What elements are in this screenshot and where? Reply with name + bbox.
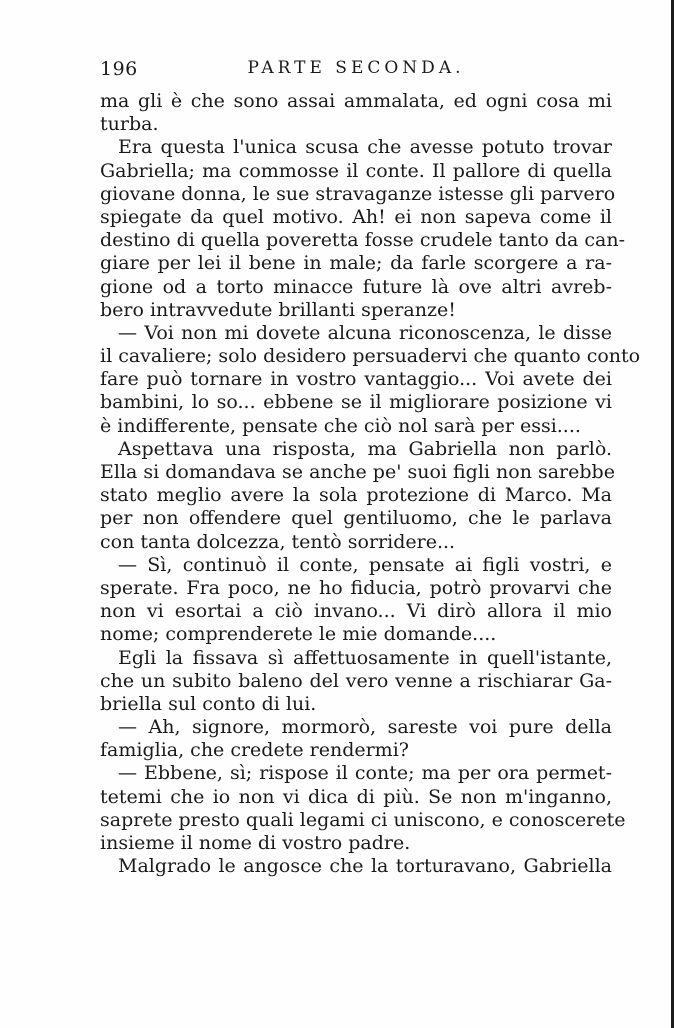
page-number: 196 bbox=[100, 58, 138, 80]
text-line: bambini, lo so... ebbene se il migliorare posizione vi bbox=[100, 391, 612, 414]
text-line: — Ebbene, sì; rispose il conte; ma per ora permet- bbox=[118, 762, 612, 785]
text-line: non vi esortai a ciò invano... Vi dirò allora il mio bbox=[100, 600, 612, 623]
text-line: Egli la fissava sì affettuosamente in quell'istante, bbox=[118, 646, 612, 669]
text-line: — Voi non mi dovete alcuna riconoscenza, le disse bbox=[118, 321, 612, 344]
text-line: Aspettava una risposta, ma Gabriella non parlò. bbox=[118, 437, 612, 460]
text-line: — Ah, signore, mormorò, sareste voi pure della bbox=[118, 716, 612, 739]
text-line: Gabriella; ma commosse il conte. Il pallore di quella bbox=[100, 159, 612, 182]
text-line: giare per lei il bene in male; da farle scorgere a ra- bbox=[100, 252, 612, 275]
text-line: turba. bbox=[100, 113, 159, 136]
text-line: per non offendere quel gentiluomo, che le parlava bbox=[100, 507, 612, 530]
text-line: briella sul conto di lui. bbox=[100, 692, 317, 715]
text-line: che un subito baleno del vero venne a rischiarar Ga- bbox=[100, 669, 612, 692]
text-line: Era questa l'unica scusa che avesse potuto trovar bbox=[118, 136, 612, 159]
text-line: famiglia, che credete rendermi? bbox=[100, 739, 409, 762]
text-line: è indifferente, pensate che ciò nol sarà per essi.... bbox=[100, 414, 581, 437]
text-line: — Sì, continuò il conte, pensate ai figli vostri, e bbox=[118, 553, 612, 576]
page-body bbox=[100, 90, 641, 878]
text-line: saprete presto quali legami ci uniscono, e conoscerete bbox=[100, 808, 626, 831]
running-head: PARTE SECONDA. bbox=[247, 58, 465, 78]
text-line: nome; comprenderete le mie domande.... bbox=[100, 623, 497, 646]
text-line: gione od a torto minacce future là ove altri avreb- bbox=[100, 275, 612, 298]
text-line: spiegate da quel motivo. Ah! ei non sapeva come il bbox=[100, 205, 612, 228]
text-line: giovane donna, le sue stravaganze istesse gli parvero bbox=[100, 182, 616, 205]
text-line: Ella si domandava se anche pe' suoi figli non sarebbe bbox=[100, 461, 615, 483]
text-line: tetemi che io non vi dica di più. Se non m'inganno, bbox=[100, 785, 612, 808]
text-line: bero intravvedute brillanti speranze! bbox=[100, 298, 456, 321]
text-line: con tanta dolcezza, tentò sorridere... bbox=[100, 530, 456, 553]
text-line: il cavaliere; solo desidero persuadervi che quanto conto bbox=[100, 345, 641, 368]
text-line: destino di quella poveretta fosse crudele tanto da can- bbox=[100, 229, 626, 252]
text-line: insieme il nome di vostro padre. bbox=[100, 832, 411, 854]
text-line: sperate. Fra poco, ne ho fiducia, potrò provarvi che bbox=[100, 576, 612, 599]
page-header bbox=[100, 58, 612, 88]
text-line: ma gli è che sono assai ammalata, ed ogni cosa mi bbox=[100, 90, 612, 112]
text-line: fare può tornare in vostro vantaggio... Voi avete dei bbox=[100, 368, 612, 391]
text-line: stato meglio avere la sola protezione di Marco. Ma bbox=[100, 484, 612, 507]
text-line: Malgrado le angosce che la torturavano, Gabriella bbox=[118, 855, 612, 878]
